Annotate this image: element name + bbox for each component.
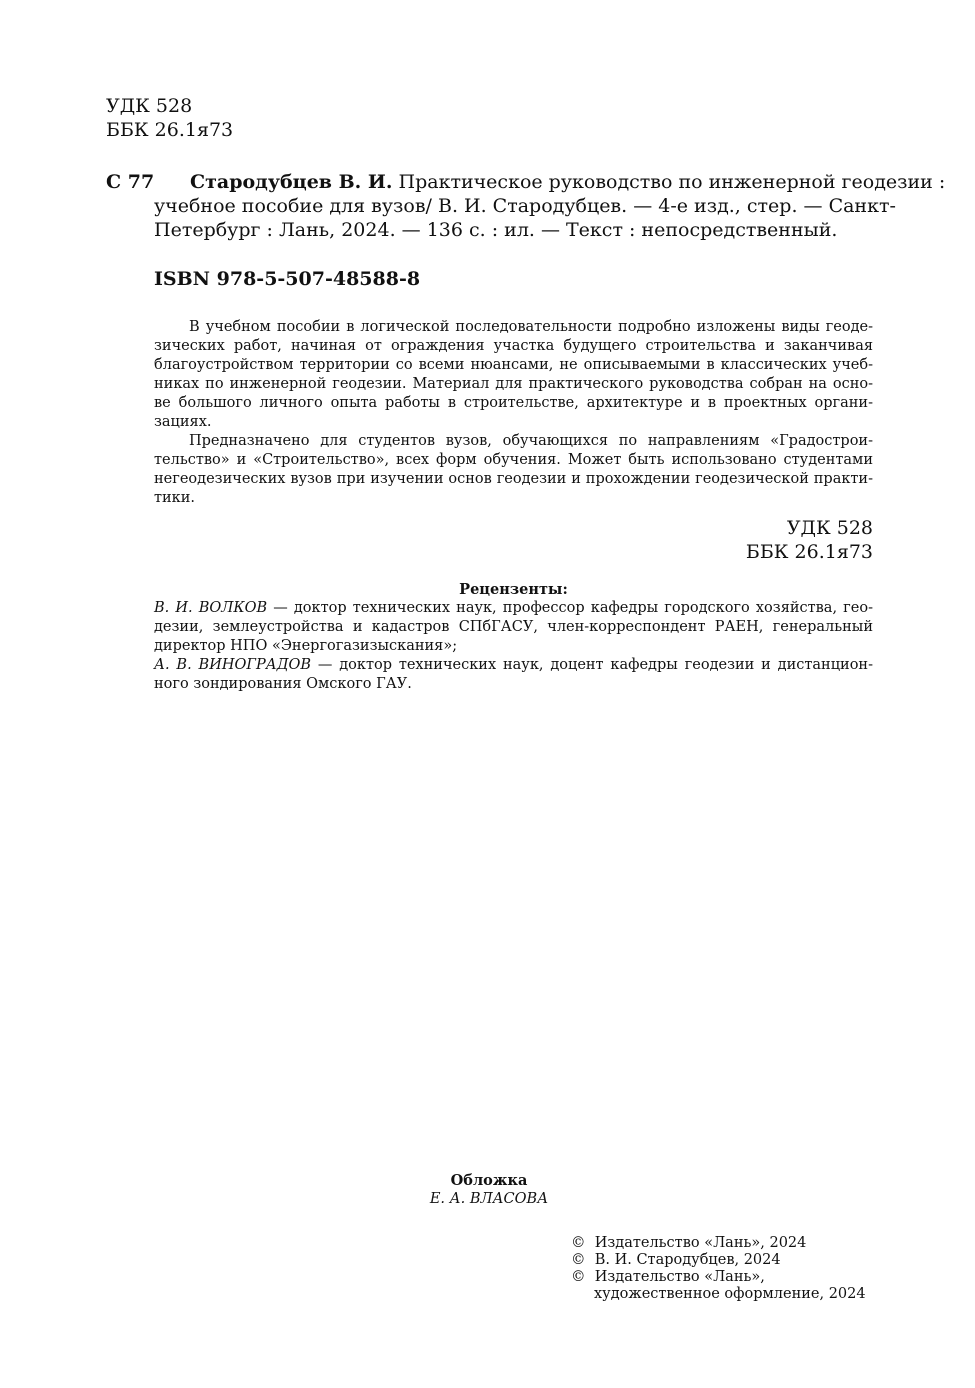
reviewer-2-desc: — доктор технических наук, доцент кафедры геодезии и дистанцион- — [311, 657, 873, 673]
copyright-icon: © — [571, 1269, 586, 1285]
copyright-text: В. И. Стародубцев, 2024 — [594, 1252, 781, 1268]
reviewer-2-name: А. В. ВИНОГРАДОВ — [154, 657, 312, 673]
cover-designer: Е. А. ВЛАСОВА — [429, 1191, 549, 1207]
abstract-line: благоустройством территории со всеми нюансами, не описываемыми в классических учеб- — [154, 357, 873, 373]
reviewer-1-name: В. И. ВОЛКОВ — [154, 600, 268, 616]
reviewer-1-desc: — доктор технических наук, профессор кафедры городского хозяйства, гео- — [267, 600, 873, 616]
author-name: Стародубцев В. И. — [190, 171, 393, 193]
copyright-text: Издательство «Лань», — [594, 1269, 765, 1285]
purpose-line: тельство» и «Строительство», всех форм обучения. Может быть использовано студентами — [154, 452, 873, 468]
bbk-top: ББК 26.1я73 — [106, 119, 234, 141]
entry-line-2: учебное пособие для вузов/ В. И. Стародубцев. — 4-е изд., стер. — Санкт- — [154, 195, 896, 217]
abstract-line: никах по инженерной геодезии. Материал для практического руководства собран на осно- — [154, 376, 873, 392]
abstract-line: зациях. — [154, 414, 212, 430]
reviewer-1-line-3: директор НПО «Энергогазизыскания»; — [154, 638, 458, 654]
copyright-icon: © — [571, 1252, 586, 1268]
purpose-line: тики. — [154, 490, 196, 506]
reviewers-title: Рецензенты: — [459, 581, 568, 598]
purpose-line: негеодезических вузов при изучении основ геодезии и прохождении геодезической практи- — [154, 471, 873, 487]
reviewer-1-line-2: дезии, землеустройства и кадастров СПбГАСУ, член-корреспондент РАЕН, генеральный — [154, 619, 873, 635]
entry-title: Практическое руководство по инженерной геодезии : — [398, 171, 946, 193]
isbn: ISBN 978-5-507-48588-8 — [154, 268, 421, 290]
copyright-icon: © — [571, 1235, 586, 1251]
catalog-code: С 77 — [106, 171, 155, 193]
udk-top: УДК 528 — [106, 95, 193, 117]
entry-line-1 — [190, 170, 946, 194]
copyright-continuation: художественное оформление, 2024 — [594, 1286, 866, 1302]
cover-title: Обложка — [450, 1172, 528, 1189]
entry-line-3: Петербург : Лань, 2024. — 136 с. : ил. — Текст : непосредственный. — [154, 219, 838, 241]
abstract-line: ве большого личного опыта работы в строительстве, архитектуре и в проектных органи- — [154, 395, 873, 411]
copyright-text: Издательство «Лань», 2024 — [594, 1235, 807, 1251]
abstract-line: В учебном пособии в логической последовательности подробно изложены виды геоде- — [189, 319, 873, 335]
reviewer-2-line-2: ного зондирования Омского ГАУ. — [154, 676, 412, 692]
udk-right: УДК 528 — [786, 517, 873, 539]
abstract-line-1 — [189, 318, 873, 337]
purpose-line: Предназначено для студентов вузов, обучающихся по направлениям «Градострои- — [189, 433, 873, 449]
abstract-line: зических работ, начиная от ограждения участка будущего строительства и заканчивая — [154, 338, 873, 354]
reviewer-2-line-1 — [154, 656, 873, 675]
bbk-right: ББК 26.1я73 — [745, 541, 873, 563]
reviewer-1-line-1 — [154, 599, 873, 618]
